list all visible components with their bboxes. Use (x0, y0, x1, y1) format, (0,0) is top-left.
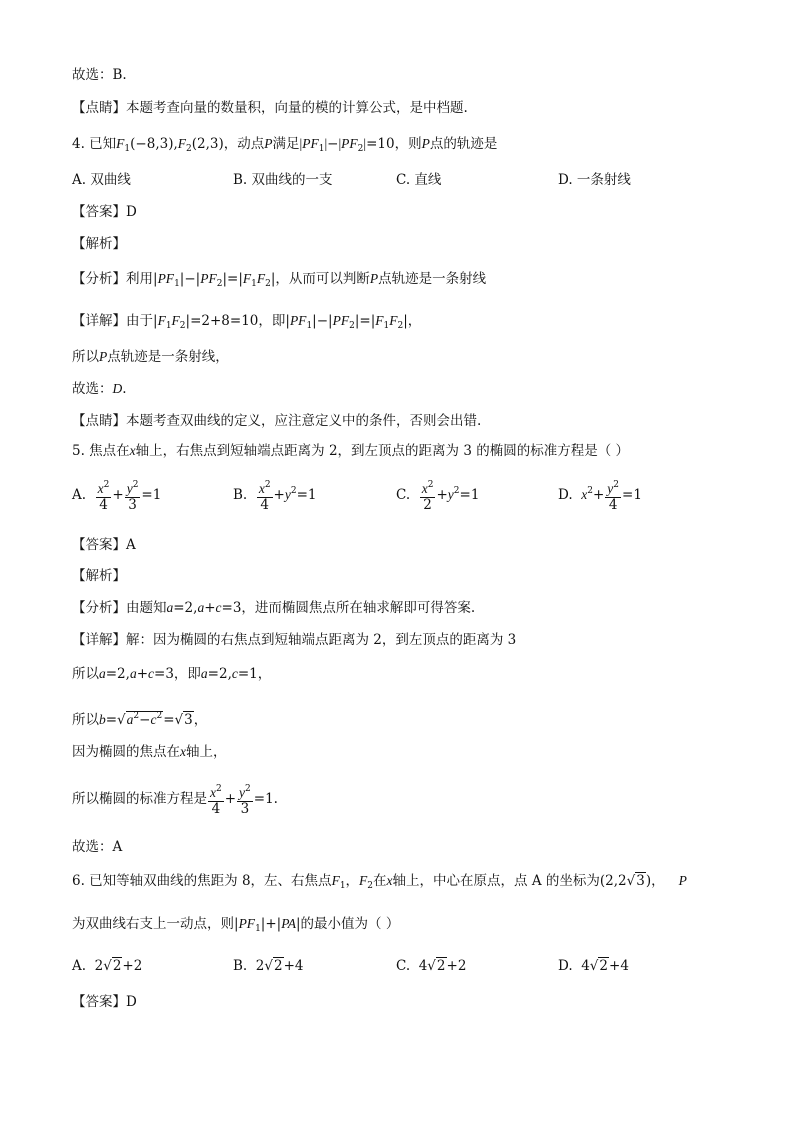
option-d: D. $x^2+$ $\frac{y^2}{4}$ =1 (558, 480, 642, 513)
answer: 【答案】A (72, 537, 136, 553)
option-a: A. $\frac{x^2}{4}$ + $\frac{y^2}{3}$ =1 (72, 480, 162, 513)
detail-line: 故选：A (72, 839, 123, 855)
answer: 【答案】D (72, 994, 137, 1010)
option-c: C. 4√2+2 (396, 958, 467, 974)
analysis-line: 【分析】由题知a=2,a+c=3，进而椭圆焦点所在轴求解即可得答案. (72, 600, 476, 616)
detail-line: 所以a=2,a+c=3，即a=2,c=1， (72, 666, 272, 682)
comment-line: 【点睛】本题考查双曲线的定义，应注意定义中的条件，否则会出错. (72, 413, 482, 429)
detail-line: 【详解】由于$|F_1F_2|=2+8=10$，即$|PF_1|-|PF_2|=|F_1F_2|$， (72, 313, 422, 331)
detail-line: 所以$b=√a^2-c^2=√3$， (72, 711, 208, 728)
answer: 【答案】D (72, 204, 137, 220)
detail-line: 因为椭圆的焦点在x轴上， (72, 744, 227, 760)
text-line: 【点睛】本题考查向量的数量积，向量的模的计算公式，是中档题. (72, 100, 468, 116)
option-d: D. 4√2+4 (558, 958, 629, 974)
detail-line: 所以P点轨迹是一条射线， (72, 349, 229, 365)
question-5: 5. 焦点在x轴上，右焦点到短轴端点距离为 2，到左顶点的距离为 3 的椭圆的标准方程是（ ） (72, 443, 630, 459)
option-c: C. 直线 (396, 172, 442, 188)
option-c: C. $\frac{x^2}{2}$ $+y^2=1$ (396, 480, 480, 513)
option-b: B. 双曲线的一支 (233, 172, 333, 188)
detail-line: 所以椭圆的标准方程是 $\frac{x^2}{4}$ + $\frac{y^2}{3}$ =1. (72, 784, 278, 817)
detail-line: 故选：D. (72, 381, 127, 397)
option-a: A. 2√2+2 (72, 958, 143, 974)
question-6-cont: 为双曲线右支上一动点，则$|PF_1|+|PA|$的最小值为（ ） (72, 916, 400, 934)
analysis-heading: 【解析】 (72, 568, 126, 584)
option-b: B. $\frac{x^2}{4}$ $+y^2=1$ (233, 480, 317, 513)
detail-line: 【详解】解：因为椭圆的右焦点到短轴端点距离为 2，到左顶点的距离为 3 (72, 632, 517, 648)
option-d: D. 一条射线 (558, 172, 631, 188)
analysis-heading: 【解析】 (72, 236, 126, 252)
option-b: B. 2√2+4 (233, 958, 304, 974)
option-a: A. 双曲线 (72, 172, 131, 188)
question-6: 6. 已知等轴双曲线的焦距为 8，左、右焦点$F_1$，$F_2$在x轴上，中心在原点，点 A 的坐标为(2,2√3)， P (72, 873, 687, 891)
question-4: 4. 已知$F_1(-8,3),F_2(2,3)$，动点P满足$|PF_1|-|PF_2|=10$，则P点的轨迹是 (72, 136, 498, 154)
text-line: 故选：B. (72, 67, 127, 83)
analysis-line: 【分析】利用$|PF_1|-|PF_2|=|F_1F_2|$，从而可以判断P点轨迹是一条射线 (72, 271, 487, 289)
